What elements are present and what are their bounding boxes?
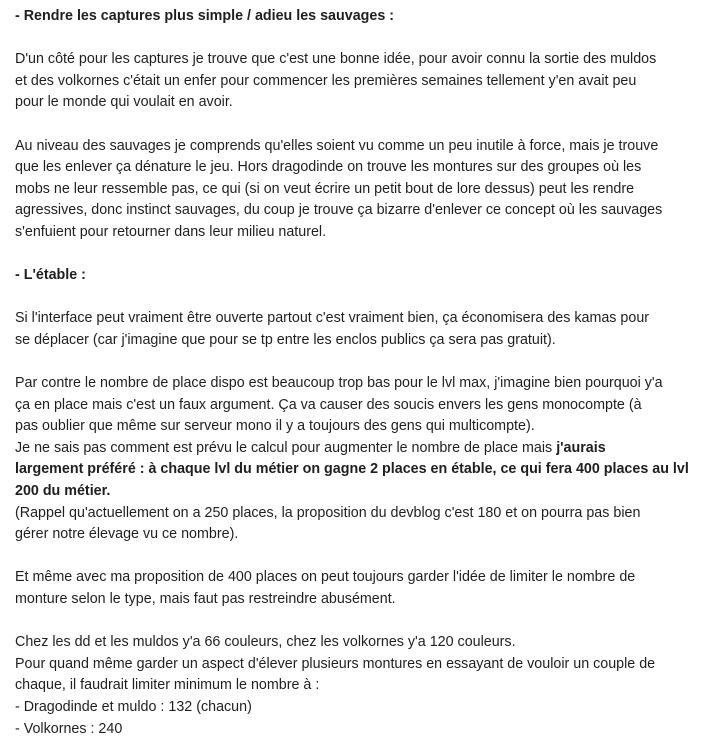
text-line: que les enlever ça dénature le jeu. Hors dragodinde on trouve les montures sur des groupes où les (15, 159, 642, 176)
text-bold: j'aurais (556, 439, 606, 456)
paragraph-etable-reminder (15, 503, 708, 546)
paragraph-gap (15, 611, 708, 633)
text-line: D'un côté pour les captures je trouve que c'est une bonne idée, pour avoir connu la sortie des muldos (15, 51, 657, 68)
text-line: monture selon le type, mais faut pas restreindre abusément. (15, 591, 396, 608)
text-line: Et même avec ma proposition de 400 places on peut toujours garder l'idée de limiter le nombre de (15, 569, 636, 586)
text-line: gérer notre élevage vu ce nombre). (15, 526, 239, 543)
text-line: Si l'interface peut vraiment être ouverte partout c'est vraiment bien, ça économisera des kamas pour (15, 310, 650, 327)
paragraph-etable-limit (15, 567, 708, 610)
text-line-bold: 200 du métier. (15, 483, 111, 500)
text-line: et des volkornes c'était un enfer pour commencer les premières semaines tellement y'en avait peu (15, 72, 637, 89)
paragraph-gap (15, 352, 708, 374)
text-line: s'enfuient pour retourner dans leur milieu naturel. (15, 223, 327, 240)
text-normal: Je ne sais pas comment est prévu le calcul pour augmenter le nombre de place mais (15, 439, 557, 456)
text-line: agressives, donc instinct sauvages, du coup je trouve ça bizarre d'enlever ce concept où les sauvages (15, 202, 663, 219)
text-line: pour le monde qui voulait en avoir. (15, 94, 233, 111)
text-line: chaque, il faudrait limiter minimum le nombre à : (15, 677, 320, 694)
text-line: pas oublier que même sur serveur mono il y a toujours des gens qui multicompte). (15, 418, 535, 435)
text-line: se déplacer (car j'imagine que pour se tp entre les enclos publics ça sera pas gratuit). (15, 331, 556, 348)
section-heading-captures: - Rendre les captures plus simple / adieu les sauvages : (15, 8, 395, 24)
paragraph-etable-proposal (15, 438, 708, 503)
text-line: mobs ne leur ressemble pas, ce qui (si on veut écrire un petit bout de lore dessus) peut les rendre (15, 180, 635, 197)
paragraph-gap (15, 114, 708, 136)
section-heading-etable: - L'étable : (15, 267, 86, 284)
paragraph-gap (15, 287, 708, 309)
paragraph-captures-1 (15, 49, 708, 114)
text-line: Pour quand même garder un aspect d'élever plusieurs montures en essayant de vouloir un couple de (15, 655, 656, 672)
text-line: Au niveau des sauvages je comprends qu'elles soient vu comme un peu inutile à force, mais je trouve (15, 137, 659, 154)
text-line-bold: largement préféré : à chaque lvl du métier on gagne 2 places en étable, ce qui fera 400 places au lvl (15, 461, 689, 478)
list-item: - Dragodinde et muldo : 132 (chacun) (15, 699, 252, 715)
paragraph-captures-2 (15, 136, 708, 244)
paragraph-etable-colors (15, 632, 708, 740)
paragraph-gap (15, 244, 708, 266)
list-item: - Volkornes : 240 (15, 720, 123, 737)
text-line: (Rappel qu'actuellement on a 250 places, la proposition du devblog c'est 180 et on pourra pas bien (15, 504, 641, 521)
text-line (15, 438, 708, 460)
paragraph-gap (15, 546, 708, 568)
text-line: Par contre le nombre de place dispo est beaucoup trop bas pour le lvl max, j'imagine bien pourquoi y'a (15, 375, 663, 392)
paragraph-etable-2 (15, 373, 708, 438)
text-line: ça en place mais c'est un faux argument. Ça va causer des soucis envers les gens monocompte (à (15, 396, 642, 413)
text-line: Chez les dd et les muldos y'a 66 couleurs, chez les volkornes y'a 120 couleurs. (15, 634, 516, 651)
paragraph-etable-1 (15, 308, 708, 351)
paragraph-gap (15, 28, 708, 50)
